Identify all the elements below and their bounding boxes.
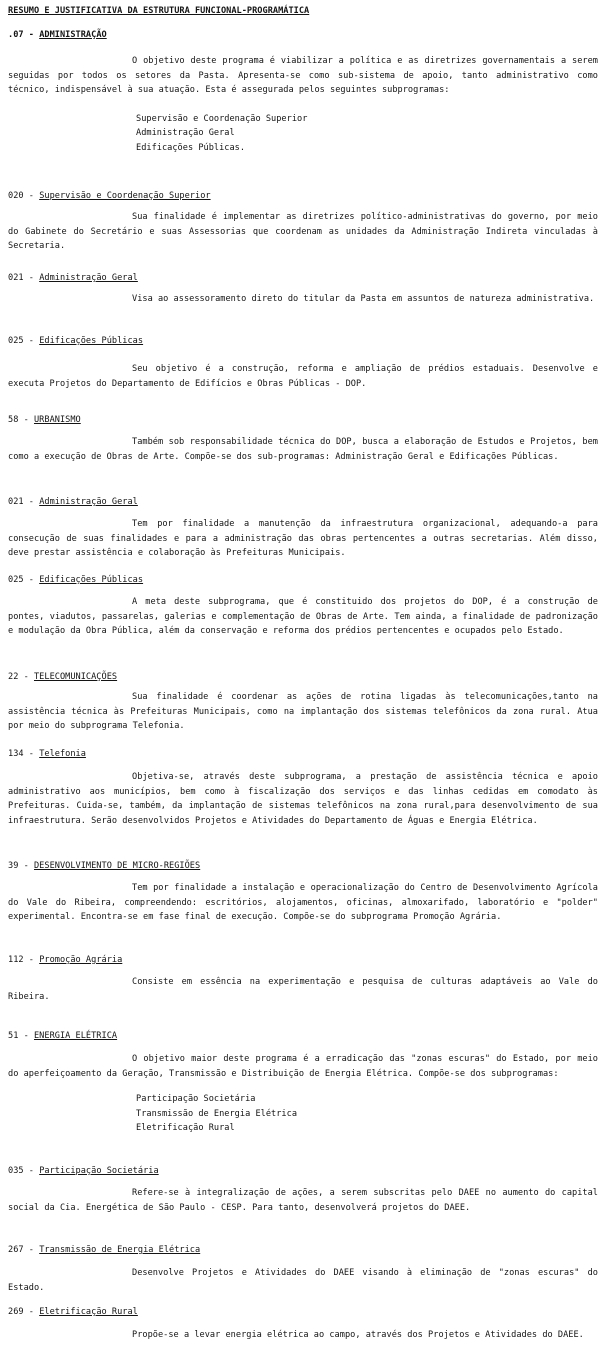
section-heading (8, 670, 598, 684)
section-name: DESENVOLVIMENTO DE MICRO-REGIÕES (33, 861, 201, 871)
section-code: 021 - (8, 497, 34, 507)
section-administracao (8, 28, 598, 155)
section-code: 39 - (8, 861, 29, 871)
section-name: Promoção Agrária (39, 955, 123, 965)
list-item: Edificações Públicas. (136, 142, 246, 153)
section-micro-regioes (8, 859, 598, 925)
section-text: Visa ao assessoramento direto do titular da Pasta em assuntos de natureza administrativa. (132, 294, 595, 304)
section-code: 22 - (8, 672, 29, 682)
section-020 (8, 189, 598, 254)
section-text: O objetivo maior deste programa é a erradicação das "zonas escuras" do Estado, por meio do aperfeiçoamento da Geração, Transmissão e Distribuição de Energia Elétrica. Compõe-se dos subprogramas: (8, 1054, 598, 1079)
section-name: Telefonia (39, 749, 86, 759)
section-code: 51 - (8, 1031, 29, 1041)
section-heading (8, 495, 598, 509)
section-telefonia (8, 747, 598, 828)
section-name: Administração Geral (39, 273, 138, 283)
section-heading (8, 189, 598, 203)
section-text: Também sob responsabilidade técnica do DOP, busca a elaboração de Estudos e Projetos, bem como a execução de Obras de Arte. Compõe-se dos sub-programas: Administração Geral e Edificações Públicas. (8, 437, 598, 462)
section-heading (8, 334, 598, 348)
section-heading (8, 1243, 598, 1257)
list-item: Transmissão de Energia Elétrica (136, 1108, 298, 1119)
section-text: Desenvolve Projetos e Atividades do DAEE visando à eliminação de "zonas escuras" do Estado. (8, 1268, 598, 1293)
list-item: Participação Societária (136, 1094, 256, 1104)
section-text: A meta deste subprograma, que é constituido dos projetos do DOP, é a construção de pontes, viadutos, passarelas, galerias e complementação de Obras de Arte. Tem ainda, a finalidade de padronização e modulação da Obra Pública, além da conservação e reforma dos prédios pertencentes e ocupados pelo Estado. (8, 597, 598, 636)
section-025-urbanismo (8, 573, 598, 639)
section-code: 269 - (8, 1307, 34, 1317)
section-021-urbanismo (8, 495, 598, 561)
section-text: Tem por finalidade a instalação e operacionalização do Centro de Desenvolvimento Agrícola do Vale do Ribeira, compreendendo: escritórios, alojamentos, oficinas, almoxarifado, laboratório e "polder" experimental. Encontra-se em fase final de execução. Compõe-se do subprograma Promoção Agrária. (8, 883, 598, 922)
section-name: TELECOMUNICAÇÕES (33, 672, 118, 682)
section-heading (8, 573, 598, 587)
section-text: Sua finalidade é implementar as diretrizes político-administrativas do governo, por meio do Gabinete do Secretário e suas Assessorias que coordenam as unidades da Administração Indireta vinculadas à Secretaria. (8, 212, 598, 251)
section-269 (8, 1305, 598, 1343)
section-heading (8, 747, 598, 761)
section-heading (8, 1164, 598, 1178)
section-heading (8, 1029, 598, 1043)
section-code: 025 - (8, 336, 34, 346)
section-name: ENERGIA ELÉTRICA (33, 1031, 118, 1041)
section-name: URBANISMO (33, 415, 81, 425)
section-021 (8, 271, 598, 307)
subprogram-list (8, 1092, 598, 1136)
section-267 (8, 1243, 598, 1295)
section-name: Supervisão e Coordenação Superior (39, 191, 211, 201)
section-name: Eletrificação Rural (39, 1307, 138, 1317)
section-code: 267 - (8, 1245, 34, 1255)
section-code: 020 - (8, 191, 34, 201)
section-text: Tem por finalidade a manutenção da infraestrutura organizacional, adequando-a para consecução de suas finalidades e para a administração das obras pertencentes a outras secretarias. Além disso, deve prestar assistência e colaboração às Prefeituras Municipais. (8, 519, 598, 558)
section-code: 025 - (8, 575, 34, 585)
section-heading (8, 1305, 598, 1319)
section-text: O objetivo deste programa é viabilizar a política e as diretrizes governamentais a serem seguidas por todos os setores da Pasta. Apresenta-se como sub-sistema de apoio, tanto administrativo como técnico, indispensável à sua atuação. Esta é assegurada pelos seguintes subprogramas: (8, 56, 598, 95)
section-text: Sua finalidade é coordenar as ações de rotina ligadas às telecomunicações,tanto na assistência técnica às Prefeituras Municipais, como na implantação dos sistemas telefônicos da zona rural. Atua por meio do subprograma Telefonia. (8, 692, 598, 731)
section-heading (8, 859, 598, 873)
section-urbanismo (8, 413, 598, 464)
section-code: .07 - (8, 30, 34, 40)
document-title: RESUMO E JUSTIFICATIVA DA ESTRUTURA FUNCIONAL-PROGRAMÁTICA (8, 6, 310, 16)
section-heading (8, 413, 598, 427)
section-name: Edificações Públicas (39, 336, 144, 346)
section-name: Administração Geral (39, 497, 138, 507)
section-text: Refere-se à integralização de ações, a serem subscritas pelo DAEE no aumento do capital social da Cia. Energética de São Paulo - CESP. Para tanto, desenvolverá projetos do DAEE. (8, 1188, 598, 1213)
section-code: 021 - (8, 273, 34, 283)
section-text: Propõe-se a levar energia elétrica ao campo, através dos Projetos e Atividades do DAEE. (132, 1330, 584, 1340)
list-item: Eletrificação Rural (136, 1123, 235, 1133)
section-code: 035 - (8, 1166, 34, 1176)
section-heading (8, 28, 598, 42)
list-item: Administração Geral (136, 128, 235, 138)
section-code: 58 - (8, 415, 29, 425)
section-promocao-agraria (8, 953, 598, 1004)
section-code: 134 - (8, 749, 34, 759)
section-name: Participação Societária (39, 1166, 159, 1176)
section-name: ADMINISTRAÇÃO (39, 30, 107, 40)
section-text: Seu objetivo é a construção, reforma e ampliação de prédios estaduais. Desenvolve e executa Projetos do Departamento de Edifícios e Obras Públicas - DOP. (8, 364, 598, 389)
section-name: Edificações Públicas (39, 575, 144, 585)
section-energia-eletrica (8, 1029, 598, 1136)
section-name: Transmissão de Energia Elétrica (39, 1245, 201, 1255)
section-heading (8, 953, 598, 967)
section-035 (8, 1164, 598, 1215)
section-025 (8, 334, 598, 391)
subprogram-list (8, 112, 598, 156)
section-text: Objetiva-se, através deste subprograma, a prestação de assistência técnica e apoio administrativo aos municípios, bem como à fiscalização dos serviços e das linhas cedidas em comodato às Prefeituras. Cuida-se, também, da implantação de sistemas telefônicos na zona rural,para desenvolvimento de sua infraestrutura. Serão desenvolvidos Projetos e Atividades do Departamento de Águas e Energia Elétrica. (8, 772, 598, 826)
section-text: Consiste em essência na experimentação e pesquisa de culturas adaptáveis ao Vale do Ribeira. (8, 977, 598, 1002)
section-heading (8, 271, 598, 285)
section-code: 112 - (8, 955, 34, 965)
section-telecomunicacoes (8, 670, 598, 734)
list-item: Supervisão e Coordenação Superior (136, 113, 308, 124)
